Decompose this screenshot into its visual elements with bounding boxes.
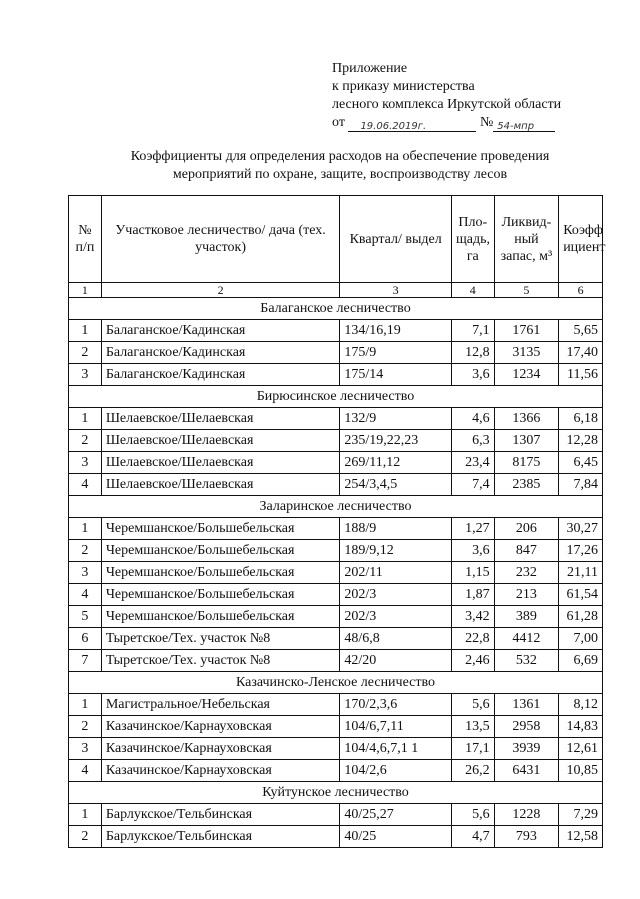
table-cell: 22,8 <box>451 628 494 650</box>
table-cell: 2 <box>69 540 102 562</box>
header-area: Пло-щадь, га <box>451 196 494 283</box>
table-cell: 1 <box>69 518 102 540</box>
table-cell: 7,29 <box>559 804 603 826</box>
forestry-group-row <box>69 672 603 694</box>
table-cell: 175/14 <box>340 364 452 386</box>
column-number: 2 <box>101 283 340 298</box>
table-cell: 4 <box>69 584 102 606</box>
table-cell: 61,28 <box>559 606 603 628</box>
table-cell: Барлукское/Тельбинская <box>101 804 340 826</box>
table-cell: Тыретское/Тех. участок №8 <box>101 628 340 650</box>
table-cell: 1,27 <box>451 518 494 540</box>
table-cell: 7,1 <box>451 320 494 342</box>
handwritten-date: 19.06.2019г. <box>360 121 427 132</box>
table-cell: 8,12 <box>559 694 603 716</box>
table-cell: 1,87 <box>451 584 494 606</box>
table-cell: 1228 <box>494 804 559 826</box>
table-cell: Черемшанское/Большебельская <box>101 584 340 606</box>
table-cell: 202/3 <box>340 606 452 628</box>
column-number: 1 <box>69 283 102 298</box>
column-number: 3 <box>340 283 452 298</box>
table-cell: 17,26 <box>559 540 603 562</box>
table-cell: 10,85 <box>559 760 603 782</box>
header-forestry: Участковое лесничество/ дача (тех. участок) <box>101 196 340 283</box>
title-line-1: Коэффициенты для определения расходов на обеспечение проведения <box>130 149 550 164</box>
table-cell: 4 <box>69 474 102 496</box>
table-cell: 7,00 <box>559 628 603 650</box>
table-cell: 6,3 <box>451 430 494 452</box>
table-cell: Черемшанское/Большебельская <box>101 562 340 584</box>
table-cell: 6,69 <box>559 650 603 672</box>
table-cell: 1,15 <box>451 562 494 584</box>
coefficients-table <box>68 195 606 848</box>
table-cell: 4,7 <box>451 826 494 848</box>
table-cell: 5 <box>69 606 102 628</box>
table-row <box>69 584 603 606</box>
table-cell: 21,11 <box>559 562 603 584</box>
table-cell: Балаганское/Кадинская <box>101 364 340 386</box>
table-cell: 5,65 <box>559 320 603 342</box>
table-cell: 1234 <box>494 364 559 386</box>
table-cell: 189/9,12 <box>340 540 452 562</box>
table-cell: 6,45 <box>559 452 603 474</box>
table-cell: 2 <box>69 430 102 452</box>
column-number: 6 <box>559 283 603 298</box>
handwritten-number: 54-мпр <box>497 121 535 132</box>
table-cell: Казачинское/Карнауховская <box>101 738 340 760</box>
appendix-line-3: лесного комплекса Иркутской области <box>332 97 562 112</box>
table-row <box>69 826 603 848</box>
table-cell: 3,6 <box>451 540 494 562</box>
table-cell: 17,1 <box>451 738 494 760</box>
table-row <box>69 452 603 474</box>
table-cell: 3135 <box>494 342 559 364</box>
table-row <box>69 628 603 650</box>
forestry-group-name: Заларинское лесничество <box>69 496 603 518</box>
table-cell: 3 <box>69 562 102 584</box>
table-cell: 1 <box>69 694 102 716</box>
date-underline <box>348 117 476 132</box>
table-cell: 6 <box>69 628 102 650</box>
table-cell: 2,46 <box>451 650 494 672</box>
table-cell: 2 <box>69 342 102 364</box>
table-cell: Черемшанское/Большебельская <box>101 606 340 628</box>
appendix-header <box>332 60 561 132</box>
table-cell: 3939 <box>494 738 559 760</box>
table-cell: Шелаевское/Шелаевская <box>101 408 340 430</box>
table-cell: 42/20 <box>340 650 452 672</box>
table-row <box>69 342 603 364</box>
table-cell: 40/25,27 <box>340 804 452 826</box>
table-cell: 188/9 <box>340 518 452 540</box>
table-cell: 4412 <box>494 628 559 650</box>
table-cell: 14,83 <box>559 716 603 738</box>
table-cell: 6431 <box>494 760 559 782</box>
table-cell: Казачинское/Карнауховская <box>101 760 340 782</box>
number-underline <box>493 117 555 132</box>
table-cell: 793 <box>494 826 559 848</box>
table-row <box>69 606 603 628</box>
table-cell: 23,4 <box>451 452 494 474</box>
table-cell: 4,6 <box>451 408 494 430</box>
table-row <box>69 760 603 782</box>
table-cell: Черемшанское/Большебельская <box>101 540 340 562</box>
table-row <box>69 540 603 562</box>
table-cell: Шелаевское/Шелаевская <box>101 452 340 474</box>
table-cell: 269/11,12 <box>340 452 452 474</box>
table-row <box>69 430 603 452</box>
table-cell: 7,84 <box>559 474 603 496</box>
title-line-2: мероприятий по охране, защите, воспроизводству лесов <box>172 167 508 182</box>
table-cell: 235/19,22,23 <box>340 430 452 452</box>
table-cell: Барлукское/Тельбинская <box>101 826 340 848</box>
header-coefficient: Коэфф ициент <box>559 196 603 283</box>
table-cell: 5,6 <box>451 694 494 716</box>
table-row <box>69 694 603 716</box>
forestry-group-row <box>69 386 603 408</box>
appendix-line-1: Приложение <box>332 61 408 76</box>
table-cell: 1 <box>69 408 102 430</box>
table-cell: 7 <box>69 650 102 672</box>
table-cell: 206 <box>494 518 559 540</box>
table-cell: 170/2,3,6 <box>340 694 452 716</box>
table-cell: 1761 <box>494 320 559 342</box>
table-cell: 213 <box>494 584 559 606</box>
table-cell: 4 <box>69 760 102 782</box>
table-cell: 202/3 <box>340 584 452 606</box>
forestry-group-name: Бирюсинское лесничество <box>69 386 603 408</box>
table-cell: 3,6 <box>451 364 494 386</box>
table-cell: 104/2,6 <box>340 760 452 782</box>
table-cell: Балаганское/Кадинская <box>101 342 340 364</box>
table-cell: 26,2 <box>451 760 494 782</box>
header-quarter: Квартал/ выдел <box>340 196 452 283</box>
number-label: № <box>479 115 494 130</box>
table-cell: 389 <box>494 606 559 628</box>
table-cell: Казачинское/Карнауховская <box>101 716 340 738</box>
table-cell: Шелаевское/Шелаевская <box>101 474 340 496</box>
table-cell: 11,56 <box>559 364 603 386</box>
forestry-group-name: Казачинско-Ленское лесничество <box>69 672 603 694</box>
table-cell: 2385 <box>494 474 559 496</box>
table-cell: 12,8 <box>451 342 494 364</box>
table-cell: 3 <box>69 738 102 760</box>
table-cell: 12,61 <box>559 738 603 760</box>
table-cell: 1307 <box>494 430 559 452</box>
column-number: 5 <box>494 283 559 298</box>
order-date-line <box>332 114 561 132</box>
table-cell: 232 <box>494 562 559 584</box>
table-cell: 3 <box>69 364 102 386</box>
table-cell: 13,5 <box>451 716 494 738</box>
column-number: 4 <box>451 283 494 298</box>
table-cell: 30,27 <box>559 518 603 540</box>
table-cell: Тыретское/Тех. участок №8 <box>101 650 340 672</box>
column-number-row <box>69 283 603 298</box>
table-cell: 2958 <box>494 716 559 738</box>
table-cell: 532 <box>494 650 559 672</box>
table-body <box>69 298 603 848</box>
table-cell: Балаганское/Кадинская <box>101 320 340 342</box>
table-cell: 7,4 <box>451 474 494 496</box>
table-cell: 1366 <box>494 408 559 430</box>
table-cell: 2 <box>69 826 102 848</box>
forestry-group-row <box>69 496 603 518</box>
document-title <box>60 148 620 184</box>
table-cell: 17,40 <box>559 342 603 364</box>
table-cell: 12,28 <box>559 430 603 452</box>
table-cell: 8175 <box>494 452 559 474</box>
table-cell: Черемшанское/Большебельская <box>101 518 340 540</box>
table-row <box>69 320 603 342</box>
header-stock: Ликвид-ный запас, м³ <box>494 196 559 283</box>
table-cell: 2 <box>69 716 102 738</box>
appendix-line-2: к приказу министерства <box>332 79 475 94</box>
table-cell: 254/3,4,5 <box>340 474 452 496</box>
forestry-group-name: Балаганское лесничество <box>69 298 603 320</box>
forestry-group-row <box>69 298 603 320</box>
forestry-group-row <box>69 782 603 804</box>
table-cell: 3 <box>69 452 102 474</box>
table-row <box>69 650 603 672</box>
table-cell: 202/11 <box>340 562 452 584</box>
table-cell: 175/9 <box>340 342 452 364</box>
table-row <box>69 408 603 430</box>
table-cell: 40/25 <box>340 826 452 848</box>
table-row <box>69 364 603 386</box>
table-cell: 1361 <box>494 694 559 716</box>
table-row <box>69 804 603 826</box>
table-cell: 847 <box>494 540 559 562</box>
table-cell: 1 <box>69 320 102 342</box>
table-cell: 5,6 <box>451 804 494 826</box>
table-cell: 48/6,8 <box>340 628 452 650</box>
table-row <box>69 474 603 496</box>
table-cell: 134/16,19 <box>340 320 452 342</box>
from-label: от <box>332 115 345 130</box>
header-number: № п/п <box>69 196 102 283</box>
table-cell: 12,58 <box>559 826 603 848</box>
table-cell: 104/4,6,7,1 1 <box>340 738 452 760</box>
table-cell: 1 <box>69 804 102 826</box>
table-cell: Магистральное/Небельская <box>101 694 340 716</box>
table-header-row <box>69 196 603 283</box>
table-cell: 132/9 <box>340 408 452 430</box>
table-cell: 6,18 <box>559 408 603 430</box>
table-cell: 3,42 <box>451 606 494 628</box>
table-cell: 104/6,7,11 <box>340 716 452 738</box>
forestry-group-name: Куйтунское лесничество <box>69 782 603 804</box>
table-row <box>69 716 603 738</box>
table-cell: Шелаевское/Шелаевская <box>101 430 340 452</box>
table-row <box>69 738 603 760</box>
table-row <box>69 518 603 540</box>
table-cell: 61,54 <box>559 584 603 606</box>
table-row <box>69 562 603 584</box>
